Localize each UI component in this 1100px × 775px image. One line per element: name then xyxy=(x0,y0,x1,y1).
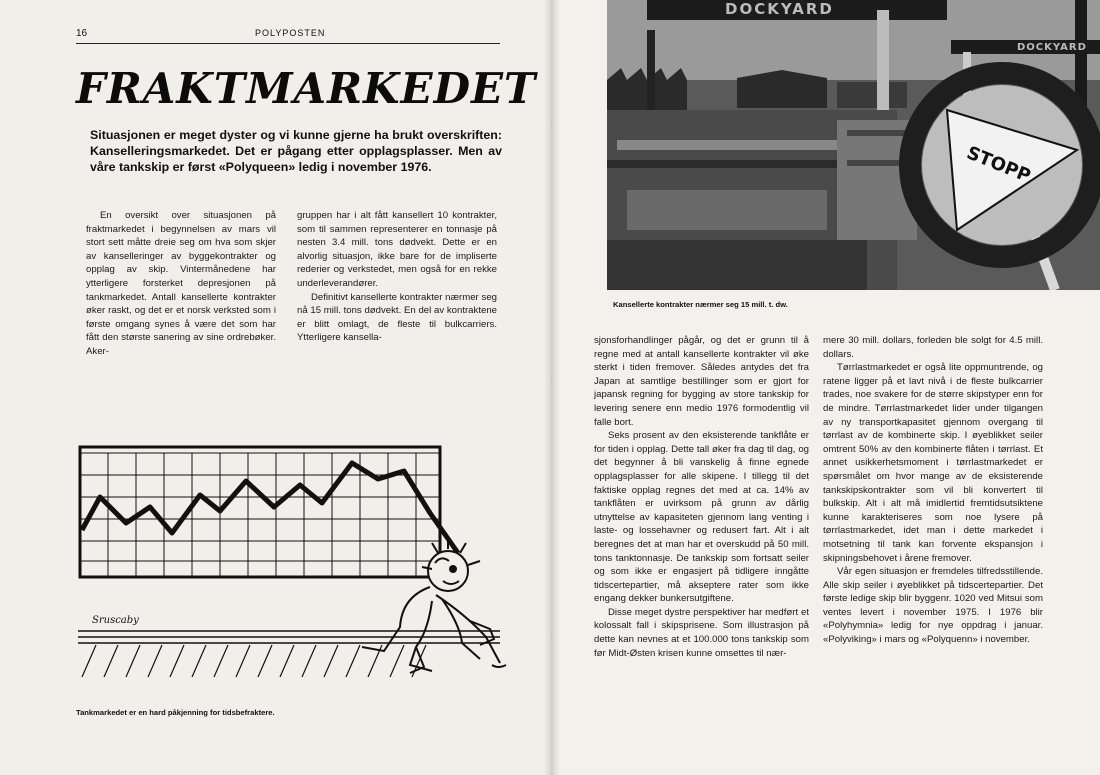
text-column-1 xyxy=(86,209,276,359)
cartoon-illustration xyxy=(60,435,520,705)
paragraph: Seks prosent av den eksisterende tankflåte er for tiden i opplag. Dette tall øker fra dag til dag, og det begynner å bli vanskelig å finne egnede opplagsplasser for alle skipene. I tillegg til det faktiske opplag regnes det med at ca. 14% av tankflåten er uvirksom på grunn av dårlig utnyttelse av kapasiteten gjennom lang venting i laste- og lossehavner og redusert fart. Alt i alt beregnes det at man har et overskudd på 50 mill. tons tanktonnasje. De tankskip som fortsatt seiler og som ikke er engasjert på tidligere inngåtte tidscertepartier, må akseptere rater som ikke engang dekker bunkersutgiftene. xyxy=(594,430,809,605)
falling-man xyxy=(362,537,506,673)
text-column-3 xyxy=(594,334,809,660)
header-rule xyxy=(76,43,500,44)
paragraph: sjonsforhandlinger pågår, og det er grunn til å regne med at antall kansellerte kontrakter vil øke sterkt i tiden fremover. Således antydes det fra Japan at samtlige bestillinger som er gjort for japansk regning for bygging av store tankskip for levering senere enn medio 1976 formodentlig vil falle bort. xyxy=(594,335,809,428)
dockyard-sign-right: DOCKYARD xyxy=(1017,42,1087,53)
article-title: FRAKTMARKEDET xyxy=(76,64,537,113)
stop-sign-text: STOPP xyxy=(963,142,1034,187)
running-header: POLYPOSTEN xyxy=(255,28,326,38)
paragraph: Tørrlastmarkedet er også lite oppmuntrende, og ratene ligger på et lavt nivå i de fleste bulkcarrier trades, noe svakere for de større skipstyper enn for de mindre. Tørrlastmarkedet lider under tilgangen av ny transportkapasitet gjennom overgang til tørrlast av de kombinerte skip. I øyeblikket seiler omtrent 50% av den kombinerte flåten i tørrlast. Et annet usikkerhetsmoment i tørrlastmarkedet er spørsmålet om hvor mange av de eksisterende tankskipskontrakter som vil bli konvertert til bulkskip. Alt i alt må imidlertid fremtidsutsiktene kunne karakteriseres som noe lysere på tørrlastmarkedet, idet man i dette markedet i motsetning til tank kan forvente ekspansjon i skipningsbehovet i årene fremover. xyxy=(823,362,1043,564)
paragraph: mere 30 mill. dollars, forleden ble solgt for 4.5 mill. dollars. xyxy=(823,335,1043,360)
chart-board xyxy=(80,447,458,577)
falling-trend-line xyxy=(82,463,458,553)
paragraph: Disse meget dystre perspektiver har medført et kolossalt fall i skipsprisene. Som illustrasjon på dette kan nevnes at et 100.000 tons tankskip som før Midt-Østen krisen kunne omsettes til nær- xyxy=(594,606,809,659)
page-number: 16 xyxy=(76,28,88,39)
paragraph: gruppen har i alt fått kansellert 10 kontrakter, som til sammen representerer en tonnasje på nesten 3.4 mill. tons dødvekt. Dette er en alvorlig situasjon, ikke bare for de impliserte rederier og verkstedet, men også for en rekke underleverandører. xyxy=(297,210,497,289)
paragraph: Vår egen situasjon er fremdeles tilfredsstillende. Alle skip seiler i øyeblikket på tidscertepartier. Det første ledige skip blir byggenr. 1020 ved Mitsui som ventes levert i november 1975. I 1976 blir «Polyhymnia» ledig for nye oppdrag i januar. «Polyviking» i mars og «Polyquenn» i november. xyxy=(823,566,1043,646)
photo-caption: Kansellerte kontrakter nærmer seg 15 mill. t. dw. xyxy=(613,300,788,309)
article-lead: Situasjonen er meget dyster og vi kunne gjerne ha brukt overskriften: Kanselleringsmarkedet. Det er pågang etter opplagsplasser. Men av våre tankskip er først «Polyqueen» ledig i november 1976. xyxy=(90,128,502,174)
paragraph: En oversikt over situasjonen på fraktmarkedet i begynnelsen av mars vil stort sett måtte dreie seg om hva som skjer av kanselleringer av byggekontrakter og opplag av skip. Vintermånedene har ytterligere forsterket depresjonen på tankmarkedet. Antall kansellerte kontrakter øker raskt, og det er et norsk verksted som i første omgang synes å være det som har fått den største sanering av sine ordrebøker. Aker- xyxy=(86,210,276,357)
text-column-2 xyxy=(297,209,497,345)
right-page xyxy=(552,0,1100,775)
shipyard-photo xyxy=(607,0,1100,290)
floor xyxy=(78,631,500,677)
paragraph: Definitivt kansellerte kontrakter nærmer seg nå 15 mill. tons dødvekt. En del av kontraktene er blitt omlagt, de fleste til bulkcarriers. Ytterligere kansella- xyxy=(297,291,497,344)
dockyard-sign: DOCKYARD xyxy=(725,0,834,18)
page-gutter xyxy=(544,0,560,775)
cartoon-signature: Sruscaby xyxy=(92,615,139,626)
ship-hulls xyxy=(607,110,917,290)
text-column-4 xyxy=(823,334,1043,647)
cartoon-caption: Tankmarkedet er en hard påkjenning for tidsbefraktere. xyxy=(76,708,275,717)
